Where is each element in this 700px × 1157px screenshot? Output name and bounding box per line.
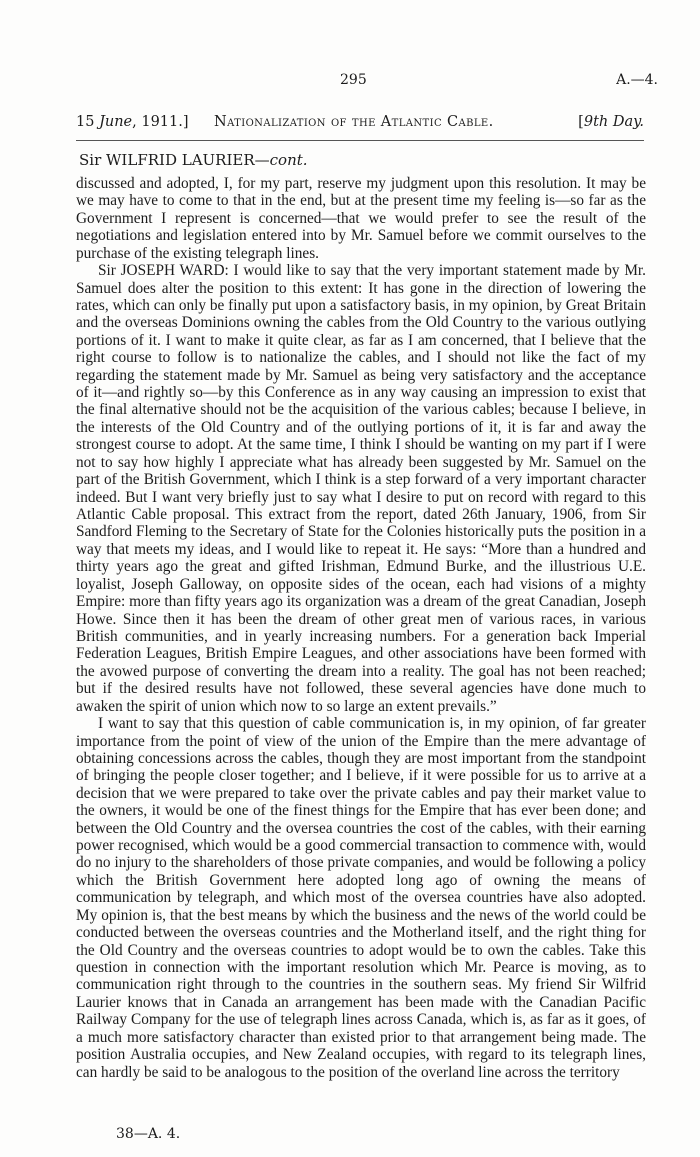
page-number: 295 <box>340 72 367 88</box>
speaker-heading: Sir WILFRID LAURIER—cont. <box>79 151 308 169</box>
running-head-day: [9th Day. <box>578 114 644 130</box>
body-text <box>76 175 646 1081</box>
paragraph-continued: discussed and adopted, I, for my part, reserve my judgment upon this resolution. It may be we may have to come to that in the end, but at the present time my feeling is—so far as the Government I represent is concerned—that we would prefer to see the result of the negotiations and legislation entered into by Mr. Samuel before we commit ourselves to the purchase of the existing telegraph lines. <box>76 175 646 262</box>
running-head-date: 15 June, 1911.] <box>76 114 189 130</box>
paragraph-ward-statement: Sir JOSEPH WARD: I would like to say that the very important statement made by Mr. Samuel does alter the position to this extent: It has gone in the direction of lowering the rates, which can only be finally put upon a satisfactory basis, in my opinion, by Great Britain and the overseas Dominions owning the cables from the Old Country to the various outlying portions of it. I want to make it quite clear, as far as I am concerned, that I believe that the right course to follow is to nationalize the cables, and I should not like the fact of my regarding the statement made by Mr. Samuel as being very satisfactory and the acceptance of it—and rightly so—by this Conference as in any way causing an impression to exist that the final alternative should not be the acquisition of the various cables; because I believe, in the interests of the Old Country and of the outlying portions of it, it is far and away the strongest course to adopt. At the same time, I think I should be wanting on my part if I were not to say how highly I appreciate what has already been suggested by Mr. Samuel on the part of the British Government, which I think is a step forward of a very important character indeed. But I want very briefly just to say what I desire to put on record with regard to this Atlantic Cable proposal. This extract from the report, dated 26th January, 1906, from Sir Sandford Fleming to the Secretary of State for the Colonies historically puts the position in a way that meets my ideas, and I would like to repeat it. He says: “More than a hundred and thirty years ago the great and gifted Irishman, Edmund Burke, and the illustrious U.E. loyalist, Joseph Galloway, on opposite sides of the ocean, each had visions of a mighty Empire: more than fifty years ago its organization was a dream of the great Canadian, Joseph Howe. Since then it has been the dream of other great men of various races, in various British communities, and in yearly increasing numbers. For a generation back Imperial Federation Leagues, British Empire Leagues, and other associations have been formed with the avowed purpose of converting the dream into a reality. The goal has not been reached; but if the desired results have not followed, these several agencies have done much to awaken the spirit of union which now to so large an extent prevails.” <box>76 262 646 715</box>
paragraph-cable-communication: I want to say that this question of cable communication is, in my opinion, of far greater importance from the point of view of the union of the Empire than the mere advantage of obtaining concessions across the cables, though they are most important from the standpoint of bringing the people closer together; and I believe, if it were possible for us to arrive at a decision that we were prepared to take over the private cables and pay their market value to the owners, it would be one of the finest things for the Empire that has ever been done; and between the Old Country and the oversea countries the cost of the cables, with their earning power recognised, which would be a good commercial transaction to commence with, would do no injury to the shareholders of those private companies, and would be following a policy which the British Government here adopted long ago of owning the means of communication by telegraph, and which most of the oversea countries have also adopted. My opinion is, that the best means by which the business and the news of the world could be conducted between the overseas countries and the Motherland itself, and the right thing for the Old Country and the overseas countries to adopt would be to own the cables. Take this question in connection with the important resolution which Mr. Pearce is moving, as to communication right through to the countries in the southern seas. My friend Sir Wilfrid Laurier knows that in Canada an arrangement has been made with the Canadian Pacific Railway Company for the use of telegraph lines across Canada, which is, as far as it goes, of a much more satisfactory character than existed prior to that arrangement being made. The position Australia occupies, and New Zealand occupies, with regard to its telegraph lines, can hardly be said to be analogous to the position of the overland line across the territory <box>76 715 646 1081</box>
top-header <box>0 72 700 92</box>
running-head <box>76 114 644 136</box>
running-head-title: Nationalization of the Atlantic Cable. <box>214 114 494 130</box>
header-rule <box>76 140 644 141</box>
paper-reference: A.—4. <box>616 72 658 88</box>
signature-mark: 38—A. 4. <box>116 1126 181 1142</box>
